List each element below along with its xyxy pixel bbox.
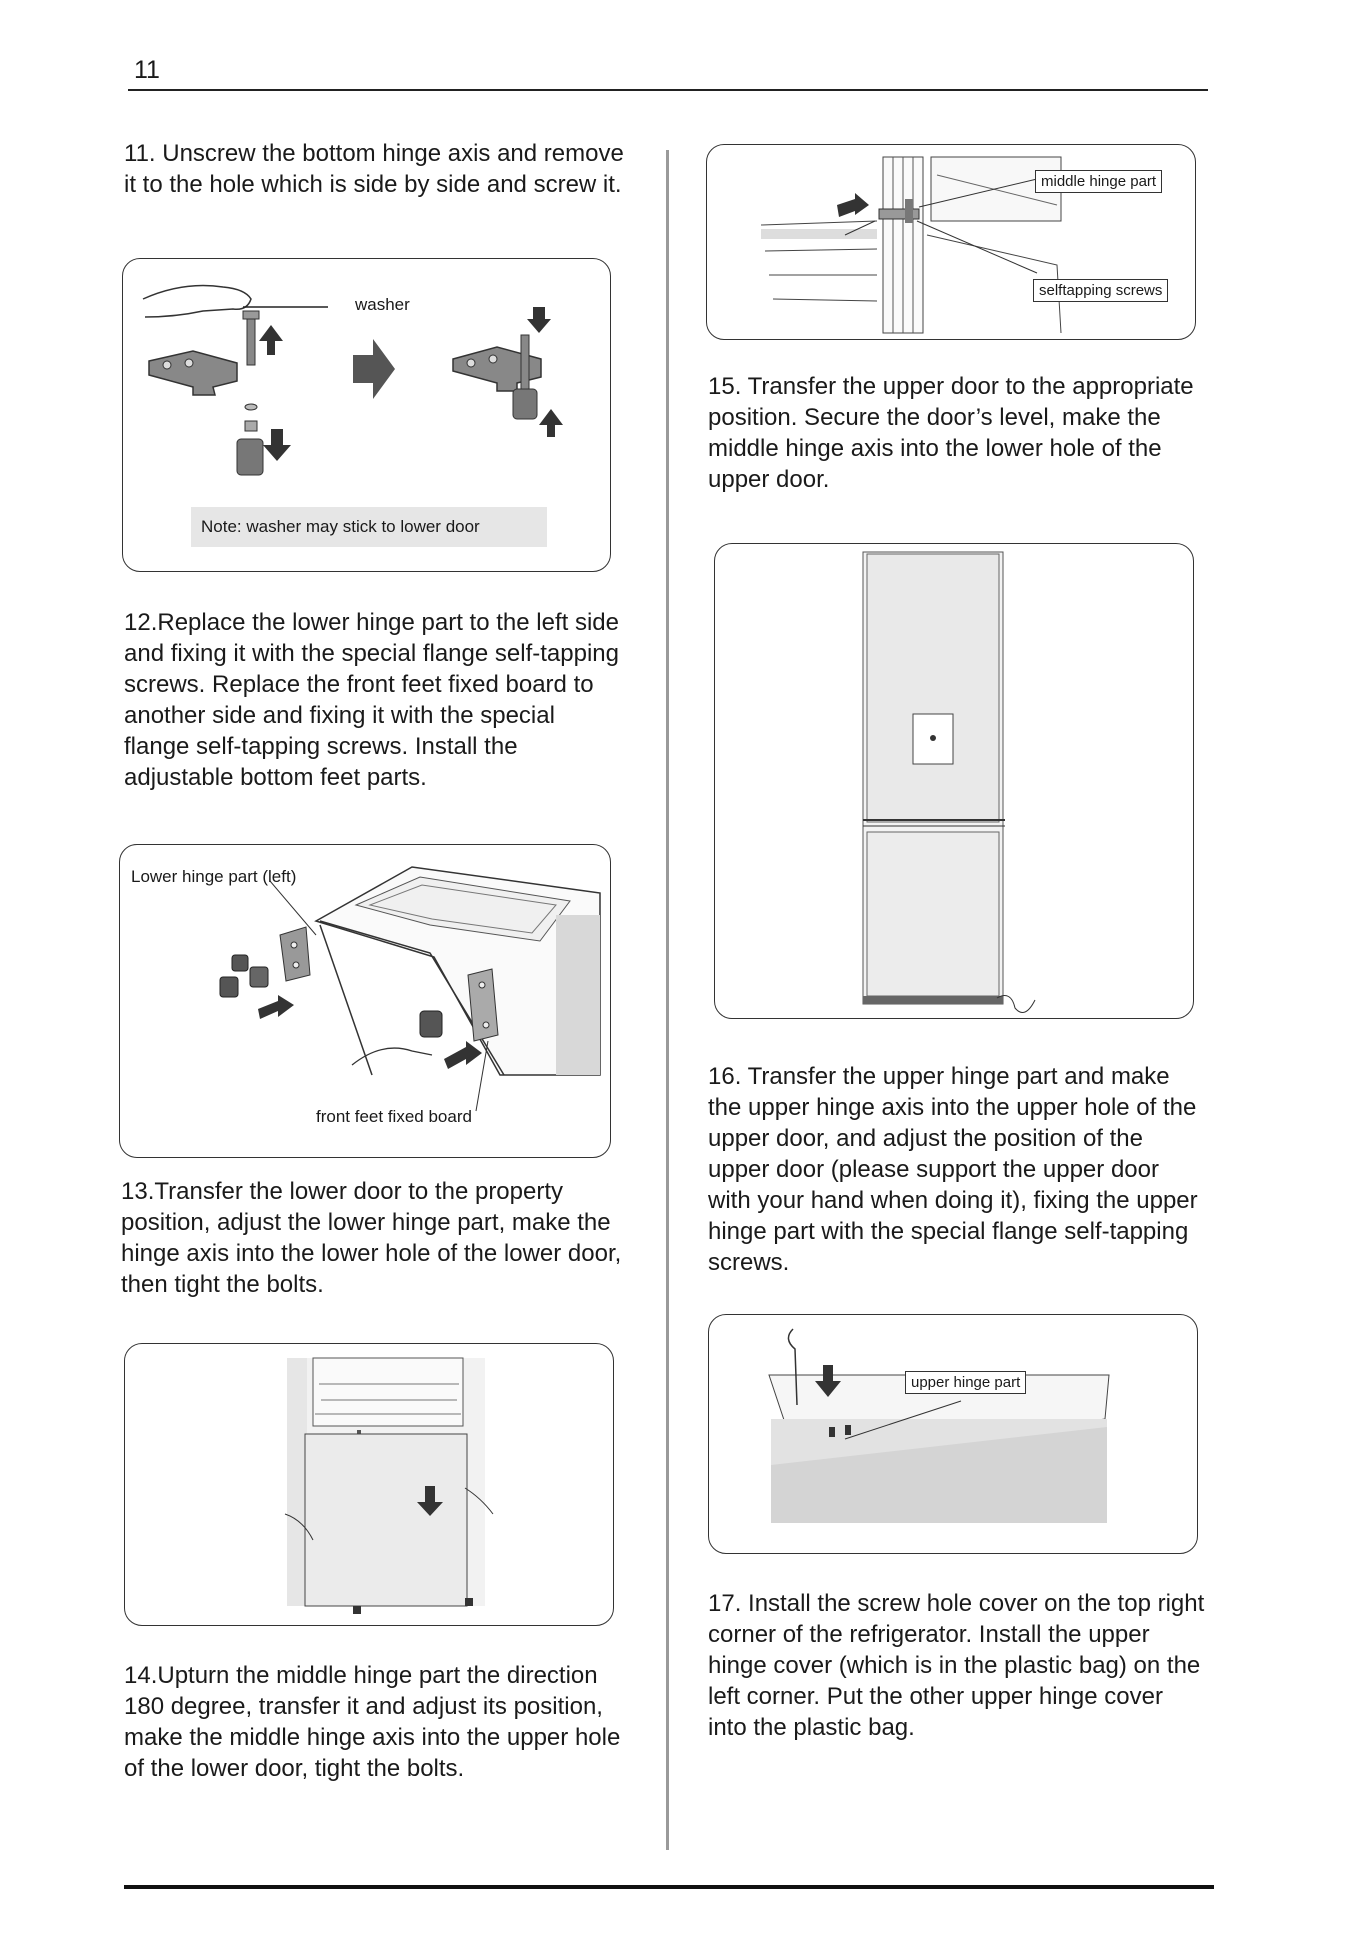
front-feet-label: front feet fixed board xyxy=(316,1107,472,1126)
step-14-text: 14.Upturn the middle hinge part the direction 180 degree, transfer it and adjust its position, make the middle hinge axis into the upper hole of the lower door, tight the bolts. xyxy=(124,1662,621,1782)
figure-step-12 xyxy=(119,844,611,1158)
column-divider xyxy=(666,150,669,1850)
lower-hinge-label: Lower hinge part (left) xyxy=(131,867,297,886)
step-17-text: 17. Install the screw hole cover on the top right corner of the refrigerator. Install the upper hinge cover (which is in the plastic bag) on the left corner. Put the other upper hinge cover into the plastic bag. xyxy=(708,1590,1205,1741)
figure-step-11 xyxy=(122,258,611,572)
figure-step-14 xyxy=(706,144,1196,340)
page-number: 11 xyxy=(134,56,160,84)
step-15-text: 15. Transfer the upper door to the appropriate position. Secure the door’s level, make the middle hinge axis into the lower hole of the upper door. xyxy=(708,373,1194,493)
figure-step-16 xyxy=(708,1314,1198,1554)
figure-step-13 xyxy=(124,1343,614,1626)
middle-hinge-label: middle hinge part xyxy=(1035,170,1162,193)
step-13-text: 13.Transfer the lower door to the property position, adjust the lower hinge part, make the hinge axis into the lower hole of the lower door, then tight the bolts. xyxy=(121,1178,622,1298)
upper-hinge-illustration xyxy=(709,1315,1198,1554)
lower-door-illustration xyxy=(125,1344,614,1626)
step-11-text: 11. Unscrew the bottom hinge axis and remove it to the hole which is side by side and screw it. xyxy=(124,140,624,198)
washer-note: Note: washer may stick to lower door xyxy=(191,507,547,547)
step-16-text: 16. Transfer the upper hinge part and make the upper hinge axis into the upper hole of the upper door, and adjust the position of the upper door (please support the upper door with your hand when doing it), fixing the upper hinge part with the special flange self-tapping screws. xyxy=(708,1063,1198,1276)
selftapping-screws-label: selftapping screws xyxy=(1033,279,1168,302)
figure-step-15 xyxy=(714,543,1194,1019)
upper-hinge-label: upper hinge part xyxy=(905,1371,1026,1394)
bottom-rule xyxy=(124,1885,1214,1889)
top-rule xyxy=(128,89,1208,91)
upper-door-illustration xyxy=(715,544,1194,1019)
washer-label: washer xyxy=(355,295,410,314)
step-12-text: 12.Replace the lower hinge part to the left side and fixing it with the special flange self-tapping screws. Replace the front feet fixed board to another side and fixing it with the special flange self-tapping screws. Install the adjustable bottom feet parts. xyxy=(124,609,619,791)
